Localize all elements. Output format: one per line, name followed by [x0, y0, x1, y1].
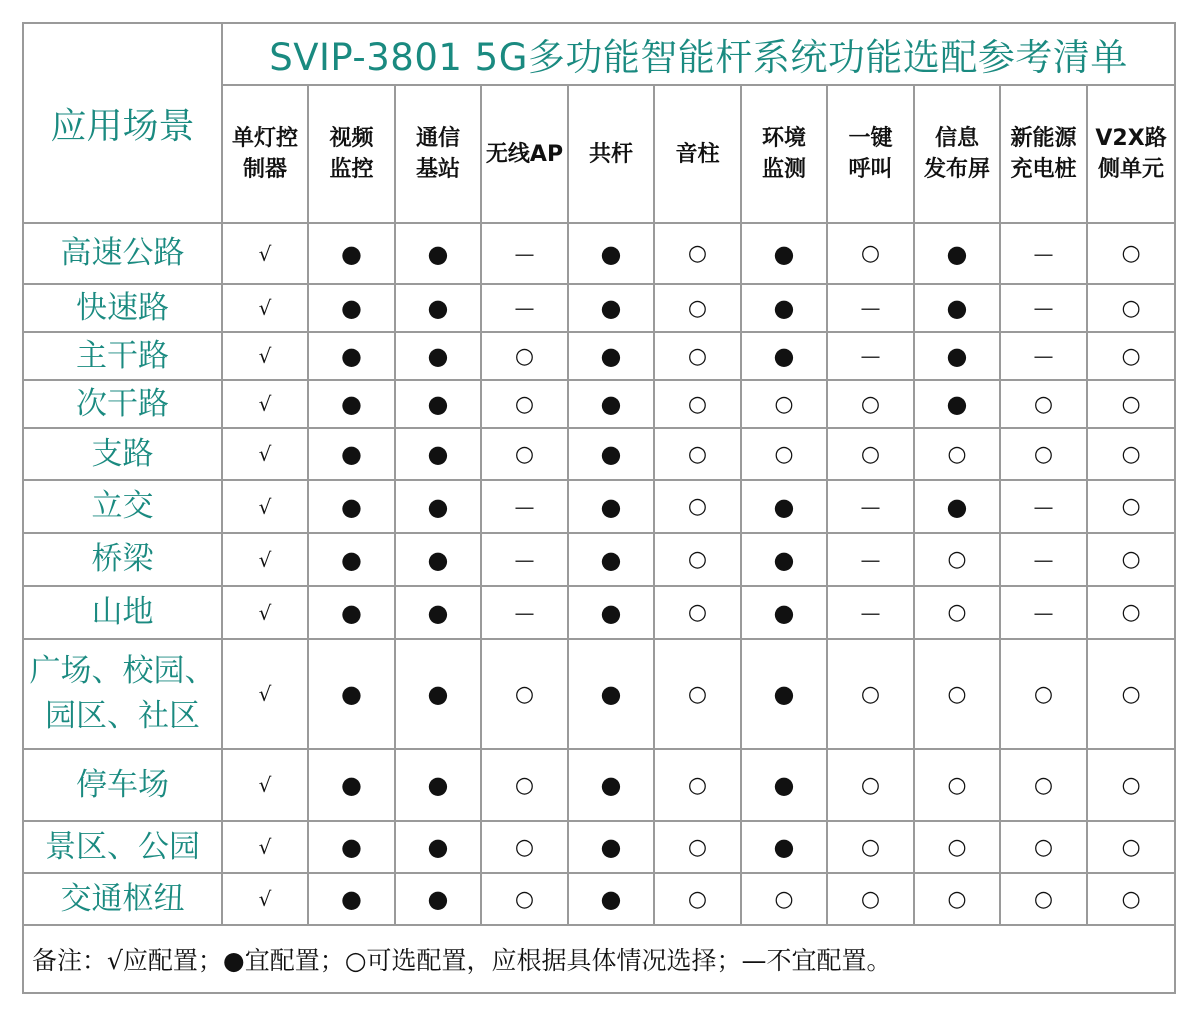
config-mark: ○	[914, 749, 1000, 821]
config-mark: ●	[308, 639, 395, 749]
config-mark: ○	[481, 332, 568, 380]
column-header-line2: 监控	[329, 157, 374, 182]
config-mark: ○	[654, 749, 741, 821]
scene-label-line1: 桥梁	[91, 541, 154, 577]
config-mark: ○	[1000, 873, 1087, 925]
config-mark: ○	[1087, 533, 1175, 586]
config-mark: ●	[568, 380, 654, 428]
config-mark: ●	[568, 873, 654, 925]
column-header-line1: V2X路	[1095, 126, 1167, 151]
scene-label	[23, 223, 222, 284]
scene-label	[23, 873, 222, 925]
column-header-line1: 单灯控	[231, 126, 298, 151]
scene-label-line1: 景区、公园	[45, 828, 200, 865]
column-header	[914, 85, 1000, 223]
column-header-line2: 侧单元	[1098, 157, 1165, 182]
config-mark: ●	[568, 821, 654, 873]
config-mark: ○	[741, 873, 827, 925]
config-mark: ●	[308, 428, 395, 480]
config-mark: ●	[741, 284, 827, 332]
config-mark: —	[1000, 332, 1087, 380]
config-mark: ○	[481, 380, 568, 428]
config-mark: √	[222, 380, 308, 428]
config-mark: ●	[741, 533, 827, 586]
config-mark: ○	[1087, 332, 1175, 380]
config-mark: ○	[827, 380, 914, 428]
config-mark: ●	[395, 533, 481, 586]
config-mark: —	[481, 586, 568, 639]
config-mark: √	[222, 284, 308, 332]
config-mark: √	[222, 223, 308, 284]
table-row	[23, 223, 1175, 284]
config-mark: ●	[741, 639, 827, 749]
config-mark: ○	[481, 639, 568, 749]
config-mark: —	[481, 533, 568, 586]
config-mark: ●	[308, 380, 395, 428]
config-mark: —	[827, 284, 914, 332]
scene-label-line1: 停车场	[76, 766, 169, 803]
config-mark: ●	[395, 821, 481, 873]
scene-label-line1: 立交	[91, 488, 154, 524]
config-mark: ●	[568, 332, 654, 380]
column-header-line1: 信息	[934, 126, 979, 151]
config-mark: ○	[481, 749, 568, 821]
config-mark: ●	[741, 480, 827, 533]
config-mark: —	[481, 480, 568, 533]
config-mark: ●	[395, 380, 481, 428]
scene-label	[23, 749, 222, 821]
config-mark: ○	[654, 533, 741, 586]
config-mark: ●	[568, 749, 654, 821]
config-mark: ○	[654, 223, 741, 284]
config-mark: √	[222, 821, 308, 873]
column-header	[654, 85, 741, 223]
config-mark: —	[481, 284, 568, 332]
config-mark: ○	[1087, 480, 1175, 533]
config-mark: ●	[741, 821, 827, 873]
config-mark: ○	[741, 380, 827, 428]
config-mark: ●	[914, 284, 1000, 332]
scene-label-line2: 园区、社区	[45, 698, 200, 734]
scene-label	[23, 480, 222, 533]
config-mark: ●	[568, 480, 654, 533]
config-mark: ○	[1000, 821, 1087, 873]
scene-label	[23, 821, 222, 873]
table-row	[23, 533, 1175, 586]
config-mark: ●	[568, 223, 654, 284]
column-header-line2: 充电桩	[1010, 157, 1077, 182]
table-row	[23, 821, 1175, 873]
config-mark: ○	[1087, 428, 1175, 480]
column-header	[308, 85, 395, 223]
column-header	[222, 85, 308, 223]
table-row	[23, 749, 1175, 821]
scene-label-line1: 快速路	[76, 289, 169, 326]
config-mark: ●	[395, 480, 481, 533]
config-mark: √	[222, 533, 308, 586]
config-mark: —	[827, 480, 914, 533]
config-mark: ○	[1087, 223, 1175, 284]
config-mark: ○	[1000, 428, 1087, 480]
config-mark: ○	[827, 639, 914, 749]
config-mark: ○	[481, 428, 568, 480]
column-header-line1: 新能源	[1010, 126, 1077, 151]
config-mark: ○	[914, 586, 1000, 639]
column-header-line1: 环境	[761, 126, 806, 151]
config-mark: ○	[914, 873, 1000, 925]
table-row	[23, 332, 1175, 380]
config-mark: ●	[914, 332, 1000, 380]
config-mark: ●	[308, 873, 395, 925]
config-mark: ●	[308, 749, 395, 821]
column-header-line1: 一键	[848, 126, 893, 151]
table-row	[23, 639, 1175, 749]
column-header	[1000, 85, 1087, 223]
scene-label	[23, 428, 222, 480]
scene-label-line1: 广场、校园、	[29, 653, 216, 689]
column-header-line1: 音柱	[675, 141, 720, 167]
table-row	[23, 284, 1175, 332]
config-mark: ○	[654, 821, 741, 873]
config-mark: ●	[308, 332, 395, 380]
table-row	[23, 380, 1175, 428]
scene-label-line1: 交通枢纽	[60, 880, 185, 917]
config-mark: ●	[741, 749, 827, 821]
table-row	[23, 586, 1175, 639]
config-mark: ●	[914, 223, 1000, 284]
config-mark: ○	[654, 332, 741, 380]
config-mark: √	[222, 873, 308, 925]
config-mark: ●	[568, 284, 654, 332]
column-header-line1: 共杆	[588, 141, 633, 167]
scene-label-line1: 次干路	[76, 385, 169, 422]
config-mark: ○	[827, 873, 914, 925]
config-mark: —	[1000, 284, 1087, 332]
config-mark: ○	[827, 223, 914, 284]
config-mark: ●	[395, 749, 481, 821]
config-mark: ○	[1087, 586, 1175, 639]
config-mark: ○	[1087, 380, 1175, 428]
scene-label-line1: 支路	[91, 435, 154, 472]
scene-label	[23, 586, 222, 639]
table-row	[23, 873, 1175, 925]
config-mark: —	[827, 533, 914, 586]
config-mark: —	[481, 223, 568, 284]
config-mark: —	[827, 586, 914, 639]
config-mark: ●	[395, 639, 481, 749]
config-mark: ●	[568, 586, 654, 639]
config-mark: ●	[568, 639, 654, 749]
config-mark: √	[222, 480, 308, 533]
config-mark: —	[1000, 533, 1087, 586]
config-mark: ○	[1000, 749, 1087, 821]
config-mark: ●	[308, 480, 395, 533]
config-mark: —	[1000, 480, 1087, 533]
column-header	[395, 85, 481, 223]
config-mark: ●	[308, 586, 395, 639]
column-header-line1: 无线AP	[485, 141, 564, 167]
config-mark: —	[827, 332, 914, 380]
config-mark: —	[1000, 223, 1087, 284]
scene-label	[23, 639, 222, 749]
table-row	[23, 428, 1175, 480]
config-mark: ●	[568, 533, 654, 586]
config-mark: —	[1000, 586, 1087, 639]
column-header-line2: 呼叫	[848, 157, 893, 182]
config-mark: ○	[654, 428, 741, 480]
config-mark: ●	[395, 873, 481, 925]
scene-label-line1: 高速公路	[60, 235, 185, 271]
config-mark: ○	[654, 284, 741, 332]
config-mark: ●	[741, 586, 827, 639]
config-mark: √	[222, 639, 308, 749]
config-mark: √	[222, 749, 308, 821]
column-header	[568, 85, 654, 223]
config-mark: ○	[1087, 284, 1175, 332]
scene-label-line1: 主干路	[76, 337, 169, 374]
config-mark: ●	[914, 380, 1000, 428]
config-mark: ●	[395, 223, 481, 284]
config-mark: ○	[1000, 639, 1087, 749]
config-mark: ○	[481, 821, 568, 873]
config-mark: ●	[395, 332, 481, 380]
config-mark: ○	[654, 480, 741, 533]
config-mark: ●	[308, 821, 395, 873]
title-row	[23, 23, 1175, 85]
column-header-line1: 视频	[329, 126, 374, 151]
config-mark: ○	[654, 639, 741, 749]
config-mark: ●	[395, 284, 481, 332]
config-table	[22, 22, 1176, 994]
config-mark: ○	[827, 821, 914, 873]
config-mark: ○	[741, 428, 827, 480]
config-mark: ●	[741, 223, 827, 284]
scene-label	[23, 332, 222, 380]
config-mark: ○	[1087, 821, 1175, 873]
config-mark: ●	[395, 428, 481, 480]
config-mark: ●	[914, 480, 1000, 533]
config-mark: ○	[914, 639, 1000, 749]
config-mark: ○	[654, 873, 741, 925]
config-mark: ○	[1000, 380, 1087, 428]
column-header-line2: 发布屏	[923, 157, 990, 182]
scene-label	[23, 380, 222, 428]
config-mark: ○	[1087, 749, 1175, 821]
column-header	[481, 85, 568, 223]
scene-label	[23, 284, 222, 332]
config-mark: ○	[654, 586, 741, 639]
config-mark: ●	[568, 428, 654, 480]
config-mark: ●	[395, 586, 481, 639]
config-mark: √	[222, 586, 308, 639]
config-mark: ○	[827, 749, 914, 821]
page-title: SVIP-3801 5G多功能智能杆系统功能选配参考清单	[222, 23, 1175, 85]
scene-label-line1: 山地	[91, 594, 154, 630]
config-mark: ○	[481, 873, 568, 925]
column-header-line2: 制器	[242, 157, 287, 182]
column-header-line2: 监测	[761, 157, 806, 182]
scene-header: 应用场景	[23, 23, 222, 223]
config-mark: ○	[654, 380, 741, 428]
legend-note: 备注：√应配置；●宜配置；○可选配置，应根据具体情况选择；—不宜配置。	[23, 925, 1175, 993]
column-header-line2: 基站	[415, 157, 460, 182]
column-header	[827, 85, 914, 223]
config-mark: ●	[308, 223, 395, 284]
scene-label	[23, 533, 222, 586]
config-mark: ○	[1087, 639, 1175, 749]
column-header	[1087, 85, 1175, 223]
config-mark: ○	[914, 821, 1000, 873]
column-header-line1: 通信	[415, 126, 460, 151]
config-mark: √	[222, 332, 308, 380]
config-mark: ○	[827, 428, 914, 480]
config-mark: ○	[914, 533, 1000, 586]
config-mark: ●	[308, 284, 395, 332]
column-header	[741, 85, 827, 223]
config-mark: ●	[741, 332, 827, 380]
config-mark: ○	[914, 428, 1000, 480]
table-row	[23, 480, 1175, 533]
config-mark: ●	[308, 533, 395, 586]
config-mark: ○	[1087, 873, 1175, 925]
config-mark: √	[222, 428, 308, 480]
